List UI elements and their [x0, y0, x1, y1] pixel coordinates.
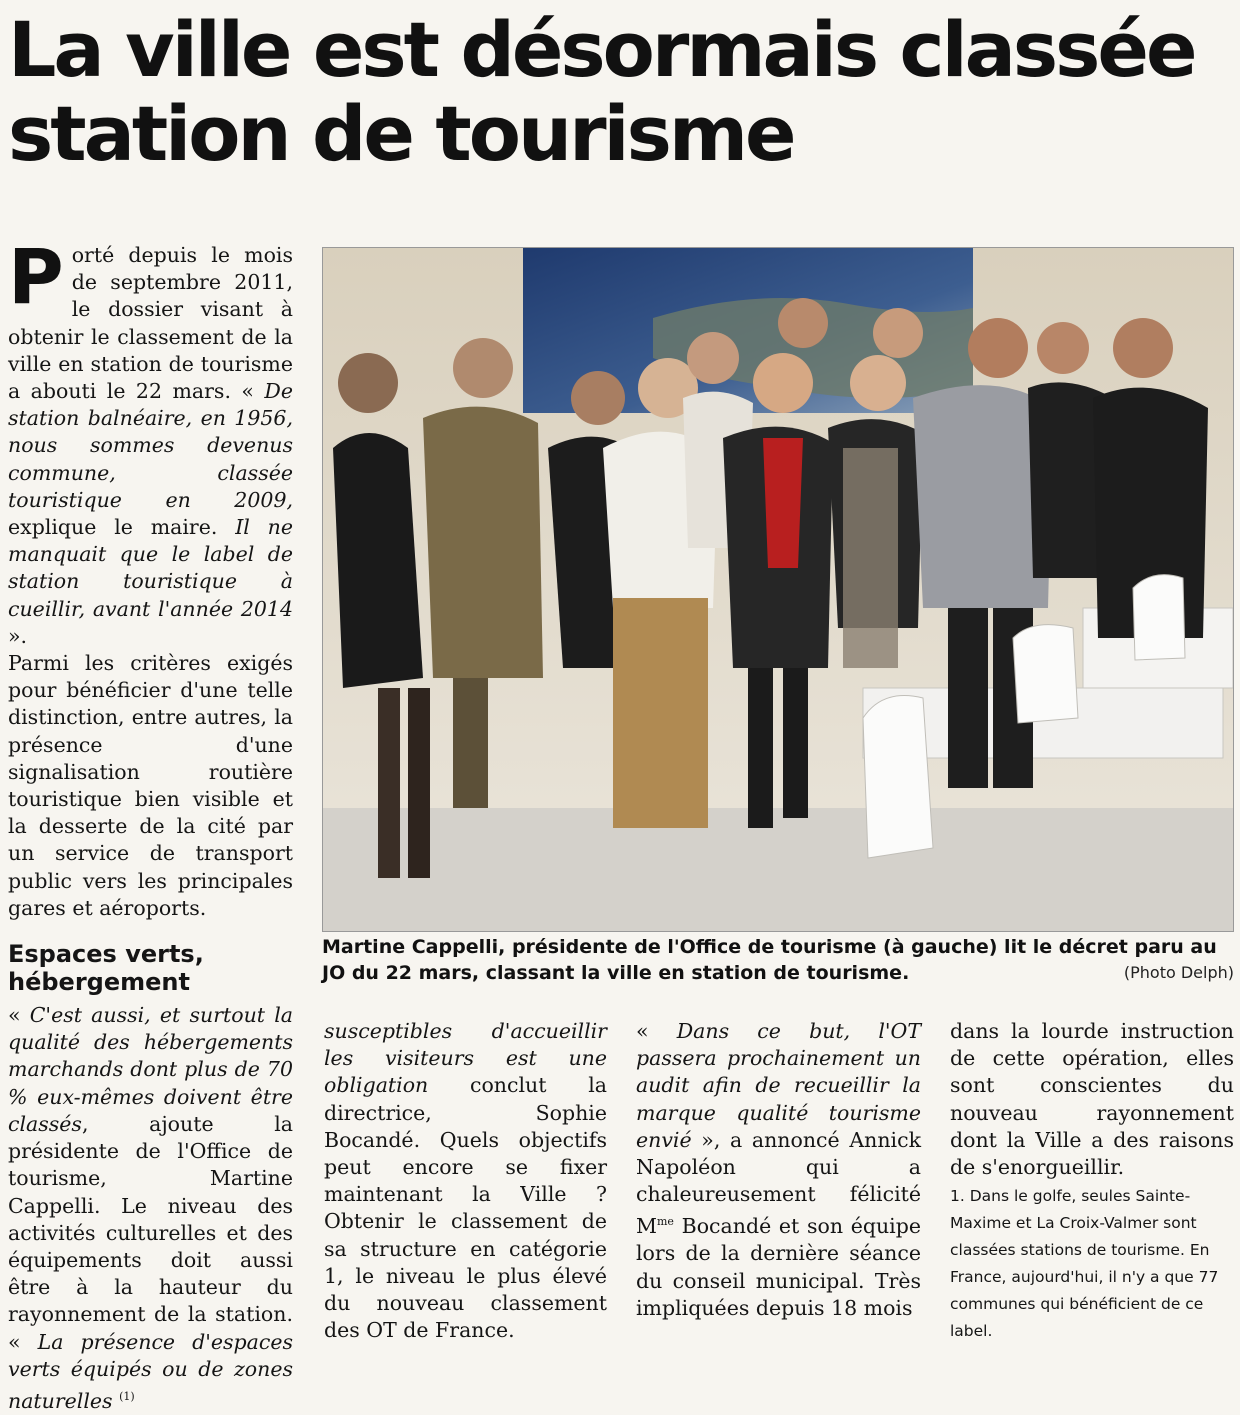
- mayor-quote-2: Il ne manquait que le label de station touristique à cueillir, avant l'année 2014: [8, 515, 293, 621]
- quote-mark-3: «: [636, 1019, 677, 1043]
- col2-paragraph: [324, 1018, 607, 1344]
- hebergement-paragraph: [8, 1002, 293, 1415]
- footnote-ref: (1): [119, 1389, 135, 1403]
- headline: La ville est désormais classée station de tourisme: [8, 5, 1195, 178]
- criteria-paragraph: Parmi les critères exigés pour bénéficier d'une telle distinction, entre autres, la présence d'une signalisation routière touristique bien visible et la desserte de la cité par un service de transport public vers les principales gares et aéroports.: [8, 651, 293, 920]
- col3-text-1: », a annoncé Annick Napoléon qui a chaleureusement félicité M: [636, 1127, 921, 1239]
- drop-cap: P: [8, 232, 64, 321]
- quote-attribution: explique le maire.: [8, 515, 236, 540]
- quote-close: ».: [8, 623, 28, 648]
- subheading: Espaces verts, hébergement: [8, 940, 204, 997]
- intro-text: orté depuis le mois de septembre 2011, le dossier visant à obtenir le classement de la ville en station de tourisme a abouti le 22 mars.: [8, 243, 293, 404]
- group-photo-illustration: [323, 248, 1233, 931]
- director-quote: susceptibles d'accueillir les visiteurs est une obligation: [324, 1019, 607, 1098]
- photo-caption: Martine Cappelli, présidente de l'Office de tourisme (à gauche) lit le décret paru au JO du 22 mars, classant la ville en station de tourisme.: [322, 936, 1217, 984]
- president-quote: C'est aussi, et surtout la qualité des hébergements marchands dont plus de 70 % eux-mêmes doivent être classés: [8, 1003, 293, 1136]
- chair: [863, 696, 933, 859]
- intro-paragraph: [8, 232, 293, 650]
- quote-mark: «: [241, 379, 265, 404]
- col4-paragraph: dans la lourde instruction de cette opération, elles sont conscientes du nouveau rayonnement dont la Ville a des raisons de s'enorgueillir.: [950, 1019, 1234, 1180]
- president-quote-2: La présence d'espaces verts équipés ou de zones naturelles: [8, 1329, 294, 1413]
- col2-text: conclut la directrice, Sophie Bocandé. Quels objectifs peut encore se fixer maintenant la Ville ? Obtenir le classement de sa structure en catégorie 1, le niveau le plus élevé du nouveau classement des OT de France.: [324, 1073, 607, 1343]
- quote-mark-2: «: [8, 1003, 30, 1028]
- article-column-4: [950, 1018, 1234, 1345]
- article-column-1: [8, 232, 294, 1415]
- col3-paragraph: [636, 1018, 921, 1322]
- mayor-quote-1: De station balnéaire, en 1956, nous sommes devenus commune, classée touristique en 2009,: [8, 379, 293, 512]
- article-column-2: [324, 1018, 607, 1344]
- ot-quote: Dans ce but, l'OT passera prochainement un audit afin de recueillir la marque qualité tourisme envié: [636, 1019, 921, 1152]
- group-photo: [322, 247, 1234, 932]
- president-text: , ajoute la présidente de l'Office de tourisme, Martine Cappelli. Le niveau des activités culturelles et des équipements doit aussi être à la hauteur du rayonnement de la station. «: [8, 1111, 293, 1354]
- mme-superscript: me: [657, 1215, 674, 1229]
- footnote: 1. Dans le golfe, seules Sainte-Maxime et La Croix-Valmer sont classées stations de tourisme. En France, aujourd'hui, il n'y a que 77 communes qui bénéficient de ce label.: [950, 1187, 1219, 1341]
- article-column-3: [636, 1018, 921, 1322]
- photo-credit: (Photo Delph): [1123, 963, 1234, 982]
- col3-text-2: Bocandé et son équipe lors de la dernière séance du conseil municipal. Très impliquées depuis 18 mois: [636, 1214, 921, 1320]
